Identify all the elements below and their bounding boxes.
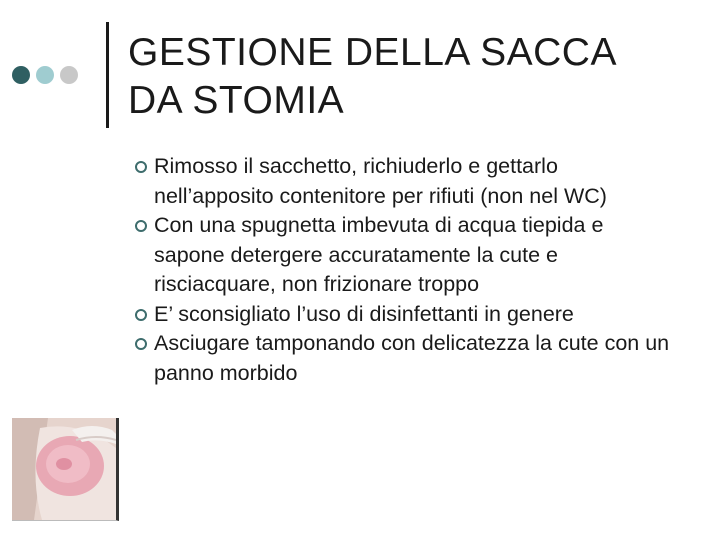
bullet-item xyxy=(128,152,673,211)
slide-title xyxy=(128,29,708,125)
decorative-dot-dark xyxy=(12,66,30,84)
bullet-text: Rimosso il sacchetto, richiuderlo e gettarlo nell’apposito contenitore per rifiuti (non nel WC) xyxy=(154,154,607,208)
skin-care-photo xyxy=(12,418,119,521)
skin-care-illustration xyxy=(12,418,116,520)
circle-bullet-icon xyxy=(128,300,154,321)
bullet-list xyxy=(128,152,673,388)
decorative-dots xyxy=(12,66,78,84)
bullet-item xyxy=(128,300,673,330)
slide-title-line-2: DA STOMIA xyxy=(128,79,345,122)
bullet-item xyxy=(128,329,673,388)
circle-bullet-icon xyxy=(128,211,154,232)
title-divider xyxy=(106,22,109,128)
bullet-item xyxy=(128,211,673,300)
bullet-text: E’ sconsigliato l’uso di disinfettanti in genere xyxy=(154,301,574,326)
bullet-text: Con una spugnetta imbevuta di acqua tiepida e sapone detergere accuratamente la cute e risciacquare, non frizionare troppo xyxy=(154,213,604,296)
circle-bullet-icon xyxy=(128,152,154,173)
slide-title-line-1: GESTIONE DELLA SACCA xyxy=(128,31,617,74)
circle-bullet-icon xyxy=(128,329,154,350)
decorative-dot-gray xyxy=(60,66,78,84)
decorative-dot-light xyxy=(36,66,54,84)
bullet-text: Asciugare tamponando con delicatezza la cute con un panno morbido xyxy=(154,331,670,385)
